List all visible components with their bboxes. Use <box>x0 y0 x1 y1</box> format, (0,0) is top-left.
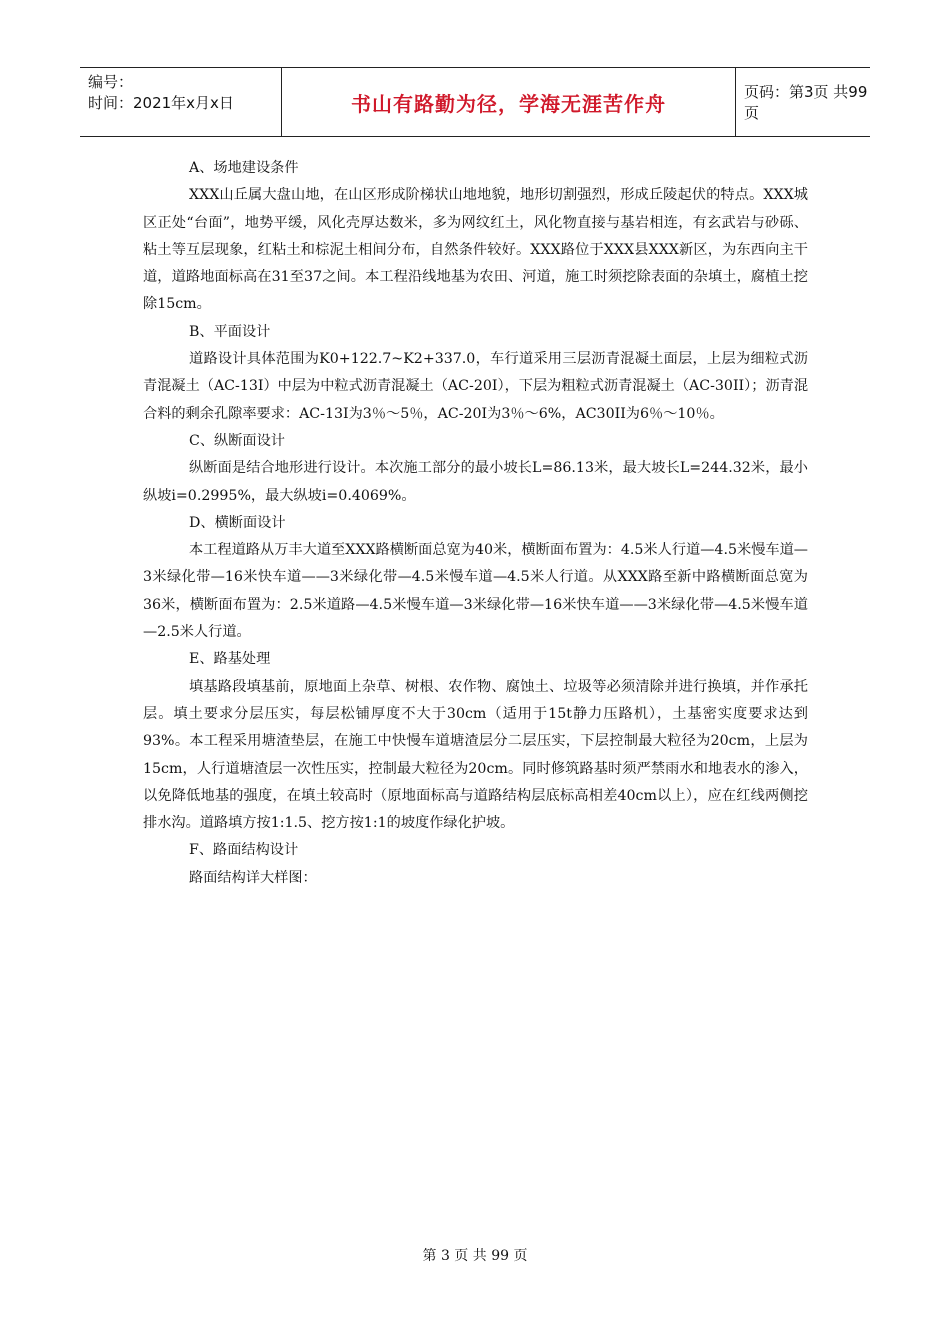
section-heading-c: C、纵断面设计 <box>189 432 285 449</box>
header-page-cell <box>736 68 870 136</box>
section-paragraph-e: 填基路段填基前，原地面上杂草、树根、农作物、腐蚀土、垃圾等必须清除并进行换填，并作承托层。填土要求分层压实，每层松铺厚度不大于30cm（适用于15t静力压路机），土基密实度要求达到93%。本工程采用塘渣垫层，在施工中快慢车道塘渣层分二层压实，下层控制最大粒径为20cm，上层为15cm，人行道塘渣层一次性压实，控制最大粒径为20cm。同时修筑路基时须严禁雨水和地表水的渗入，以免降低地基的强度，在填土较高时（原地面标高与道路结构层底标高相差40cm以上），应在红线两侧挖排水沟。道路填方按1:1.5、挖方按1:1的坡度作绿化护坡。 <box>143 678 808 832</box>
section-paragraph-a: XXX山丘属大盘山地，在山区形成阶梯状山地地貌，地形切割强烈，形成丘陵起伏的特点。XXX城区正处“台面”，地势平缓，风化壳厚达数米，多为网纹红土，风化物直接与基岩相连，有玄武岩与砂砾、粘土等互层现象，红粘土和棕泥土相间分布，自然条件较好。XXX路位于XXX县XXX新区，为东西向主干道，道路地面标高在31至37之间。本工程沿线地基为农田、河道，施工时须挖除表面的杂填土，腐植土挖除15cm。 <box>143 187 808 313</box>
document-body <box>143 155 808 892</box>
section-heading-d: D、横断面设计 <box>189 514 286 531</box>
header-motto-cell <box>282 68 736 136</box>
section-paragraph-f: 路面结构详大样图： <box>189 869 317 886</box>
section-heading-e: E、路基处理 <box>189 651 271 668</box>
section-paragraph-b: 道路设计具体范围为K0+122.7~K2+337.0，车行道采用三层沥青混凝土面层，上层为细粒式沥青混凝土（AC-13I）中层为中粒式沥青混凝土（AC-20I），下层为粗粒式沥青混凝土（AC-30II）；沥青混合料的剩余孔隙率要求：AC-13I为3％～5％，AC-20I为3％～6%，AC30II为6％～10％。 <box>143 351 809 422</box>
page-header <box>80 67 870 137</box>
document-number-label: 编号： <box>88 73 134 91</box>
section-paragraph-c: 纵断面是结合地形进行设计。本次施工部分的最小坡长L=86.13米，最大坡长L=244.32米，最小纵坡i=0.2995%，最大纵坡i=0.4069%。 <box>143 460 808 504</box>
footer-page-number: 第 3 页 共 99 页 <box>422 1248 528 1264</box>
document-date-label: 时间：2021年x月x日 <box>88 94 234 112</box>
header-page-label: 页码：第3页 共99页 <box>744 83 868 122</box>
section-heading-a: A、场地建设条件 <box>189 160 299 176</box>
page-footer <box>0 1245 950 1265</box>
section-heading-b: B、平面设计 <box>189 323 271 340</box>
section-paragraph-d: 本工程道路从万丰大道至XXX路横断面总宽为40米，横断面布置为：4.5米人行道—4.5米慢车道—3米绿化带—16米快车道——3米绿化带—4.5米慢车道—4.5米人行道。从XXX路至新中路横断面总宽为36米，横断面布置为：2.5米道路—4.5米慢车道—3米绿化带—16米快车道——3米绿化带—4.5米慢车道—2.5米人行道。 <box>143 542 808 641</box>
section-heading-f: F、路面结构设计 <box>189 842 299 859</box>
header-motto: 书山有路勤为径，学海无涯苦作舟 <box>351 91 666 116</box>
header-left-cell <box>80 68 282 136</box>
